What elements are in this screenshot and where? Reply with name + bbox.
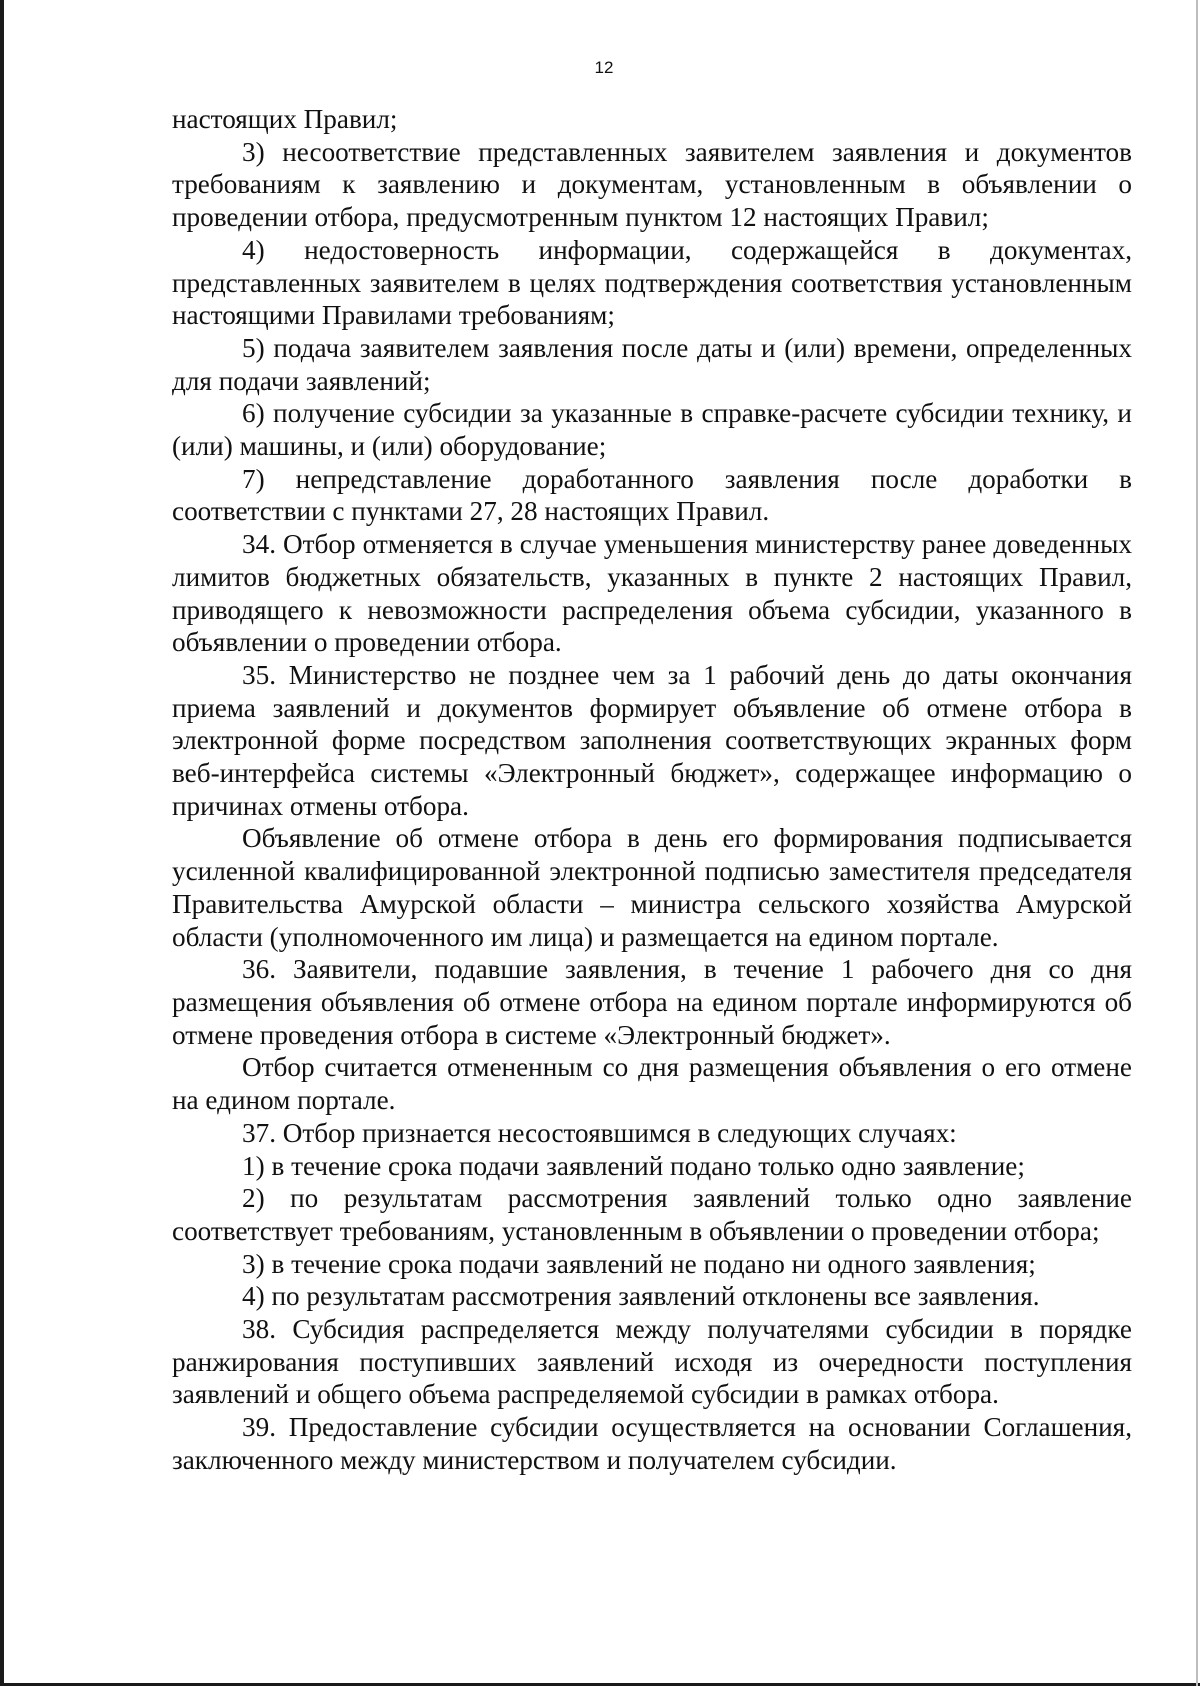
page-edge <box>1196 0 1198 1686</box>
paragraph: Объявление об отмене отбора в день его формирования подписывается усиленной квалифицированной электронной подписью заместителя председателя Правительства Амурской области – министра сельского хозяйства Амурской области (уполномоченного им лица) и размещается на едином портале. <box>172 823 1132 952</box>
paragraph: Отбор считается отмененным со дня размещения объявления о его отмене на едином портале. <box>172 1052 1132 1116</box>
paragraph: 4) по результатам рассмотрения заявлений отклонены все заявления. <box>242 1281 1040 1312</box>
paragraph: 6) получение субсидии за указанные в справке-расчете субсидии технику, и (или) машины, и (или) оборудование; <box>172 398 1132 462</box>
paragraph: 7) непредставление доработанного заявления после доработки в соответствии с пунктами 27, 28 настоящих Правил. <box>172 463 1132 527</box>
paragraph: 39. Предоставление субсидии осуществляется на основании Соглашения, заключенного между министерством и получателем субсидии. <box>172 1412 1132 1475</box>
paragraph: 3) в течение срока подачи заявлений не подано ни одного заявления; <box>242 1248 1036 1279</box>
paragraph: 5) подача заявителем заявления после даты и (или) времени, определенных для подачи заявлений; <box>172 332 1132 396</box>
paragraph: 36. Заявители, подавшие заявления, в течение 1 рабочего дня со дня размещения объявления об отмене отбора на едином портале информируются об отмене проведения отбора в системе «Электронный бюджет». <box>172 954 1132 1050</box>
paragraph: 1) в течение срока подачи заявлений подано только одно заявление; <box>242 1150 1025 1181</box>
paragraph: настоящих Правил; <box>172 104 398 134</box>
paragraph: 37. Отбор признается несостоявшимся в следующих случаях: <box>242 1117 957 1148</box>
paragraph: 35. Министерство не позднее чем за 1 рабочий день до даты окончания приема заявлений и документов формирует объявление об отмене отбора в электронной форме посредством заполнения соответствующих экранных форм веб-интерфейса системы «Электронный бюджет», содержащее информацию о причинах отмены отбора. <box>172 659 1132 821</box>
paragraph: 4) недостоверность информации, содержащейся в документах, представленных заявителем в целях подтверждения соответствия установленным настоящими Правилами требованиям; <box>172 234 1132 331</box>
paragraph: 34. Отбор отменяется в случае уменьшения министерству ранее доведенных лимитов бюджетных обязательств, указанных в пункте 2 настоящих Правил, приводящего к невозможности распределения объема субсидии, указанного в объявлении о проведении отбора. <box>172 529 1132 658</box>
page-number: 12 <box>594 58 614 77</box>
paragraph: 3) несоответствие представленных заявителем заявления и документов требованиям к заявлению и документам, установленным в объявлении о проведении отбора, предусмотренным пунктом 12 настоящих Правил; <box>172 136 1132 233</box>
paragraph: 2) по результатам рассмотрения заявлений только одно заявление соответствует требованиям, установленным в объявлении о проведении отбора; <box>172 1183 1132 1246</box>
paragraph: 38. Субсидия распределяется между получателями субсидии в порядке ранжирования поступивших заявлений исходя из очередности поступления заявлений и общего объема распределяемой субсидии в рамках отбора. <box>172 1314 1132 1410</box>
document-body <box>172 103 1132 1477</box>
